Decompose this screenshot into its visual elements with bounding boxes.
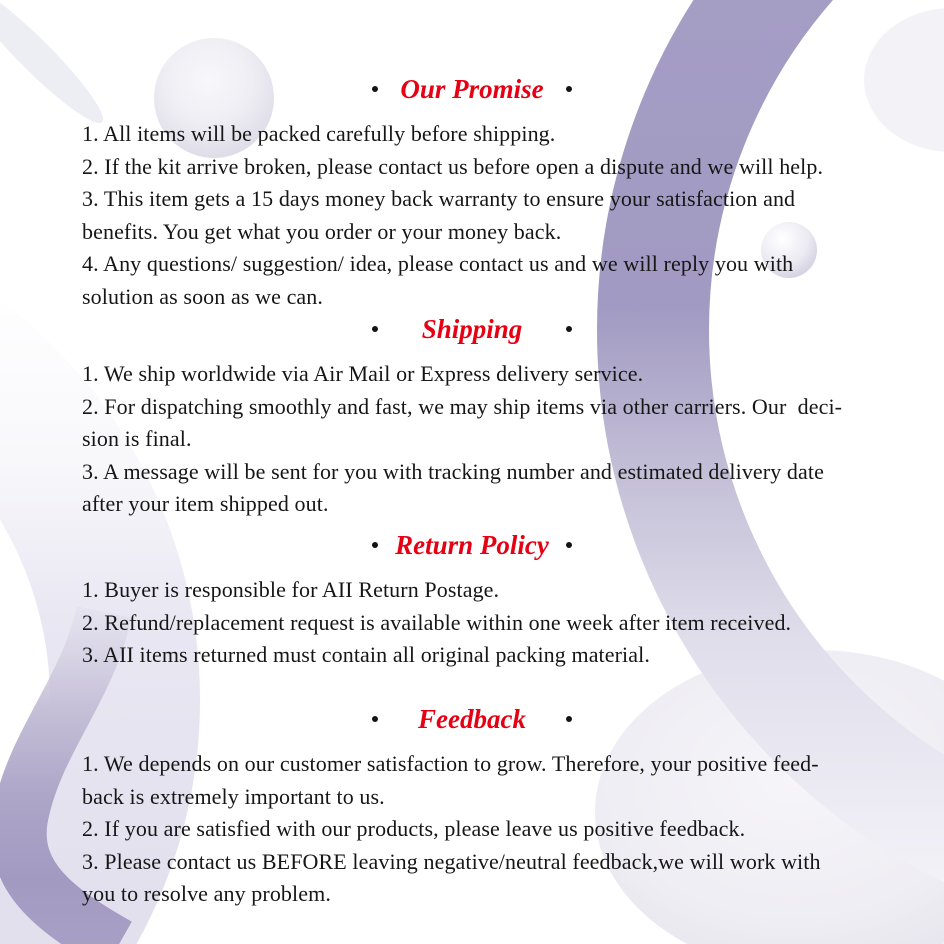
policy-line: 3. AII items returned must contain all original packing material. xyxy=(82,642,650,667)
policy-line: 1. We ship worldwide via Air Mail or Express delivery service. xyxy=(82,361,644,386)
policy-line: 3. A message will be sent for you with tracking number and estimated delivery date xyxy=(82,458,824,484)
bullet-dot-right xyxy=(566,86,572,92)
section-heading-row xyxy=(372,70,572,108)
section-heading: Feedback xyxy=(418,703,526,734)
section-lines xyxy=(82,748,904,911)
bullet-dot-right xyxy=(566,326,572,332)
policy-line: 2. If the kit arrive broken, please contact us before open a dispute and we will help. xyxy=(82,153,824,179)
section-heading-row xyxy=(372,310,572,348)
policy-line: sion is final. xyxy=(82,426,192,451)
policy-line: benefits. You get what you order or your money back. xyxy=(82,218,562,244)
policy-line: 2. For dispatching smoothly and fast, we may ship items via other carriers. Our deci- xyxy=(82,393,843,419)
section-lines xyxy=(82,358,904,521)
section-our-promise xyxy=(0,70,944,313)
policy-line: after your item shipped out. xyxy=(82,491,329,516)
policy-line: 3. This item gets a 15 days money back warranty to ensure your satisfaction and xyxy=(82,186,796,211)
policy-line: 2. Refund/replacement request is available within one week after item received. xyxy=(82,609,792,635)
policy-line: back is extremely important to us. xyxy=(82,783,385,809)
bullet-dot-right xyxy=(566,716,572,722)
section-feedback xyxy=(0,700,944,911)
section-heading: Our Promise xyxy=(400,73,544,104)
policy-line: 1. All items will be packed carefully before shipping. xyxy=(82,121,556,146)
section-heading-row xyxy=(372,700,572,738)
section-heading: Shipping xyxy=(421,313,523,344)
section-lines xyxy=(82,118,904,313)
policy-line: 1. We depends on our customer satisfaction to grow. Therefore, your positive feed- xyxy=(82,751,819,776)
section-lines xyxy=(82,574,904,672)
policy-line: 3. Please contact us BEFORE leaving negative/neutral feedback,we will work with xyxy=(82,848,821,874)
policy-line: 2. If you are satisfied with our products, please leave us positive feedback. xyxy=(82,816,746,841)
policy-line: you to resolve any problem. xyxy=(82,881,331,906)
policy-line: solution as soon as we can. xyxy=(82,283,323,309)
bullet-dot-right xyxy=(566,542,572,548)
section-shipping xyxy=(0,310,944,521)
section-return-policy xyxy=(0,526,944,672)
section-heading-row xyxy=(372,526,572,564)
policy-line: 1. Buyer is responsible for AII Return Postage. xyxy=(82,577,500,602)
policy-line: 4. Any questions/ suggestion/ idea, please contact us and we will reply you with xyxy=(82,251,794,276)
section-heading: Return Policy xyxy=(395,529,549,560)
